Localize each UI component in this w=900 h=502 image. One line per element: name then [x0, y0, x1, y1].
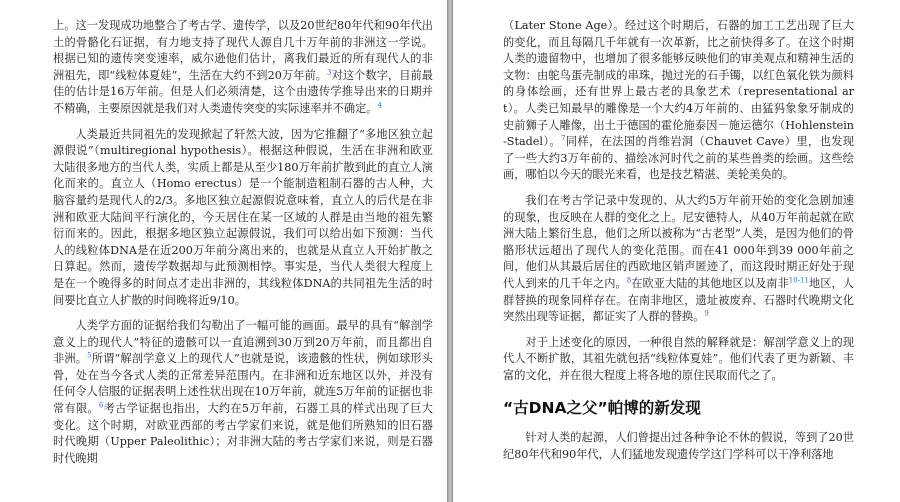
footnote-marker[interactable]: 6 — [99, 401, 104, 410]
left-page — [0, 0, 447, 502]
footnote-marker[interactable]: 5 — [87, 351, 92, 360]
right-page-body — [503, 18, 854, 384]
footnote-marker[interactable]: 7 — [561, 134, 566, 143]
body-paragraph — [53, 318, 433, 467]
right-page-body-continued — [503, 430, 854, 463]
paragraph-text: （Later Stone Age）。经过这个时期后，石器的加工工艺出现了巨大的变化，而且每隔几千年就有一次革新，比之前快得多了。在这个时期人类的遗留物中，也增加了很多能够反映他们的审美观点和精神生活的文物：由鸵鸟蛋壳制成的串珠，抛过光的石手镯，以红色氧化铁为颜料的身体绘画，还有世界上最古老的具象艺术（representational art）。人类已知最早的雕像是一个大约4万年前的、由猛犸象象牙制成的史前狮子人雕像，出土于德国的霍伦施泰因－施运德尔（Hohlenstein-Stadel）。 — [503, 19, 854, 149]
footnote-marker[interactable]: 4 — [377, 101, 382, 110]
paragraph-text: 上。这一发现成功地整合了考古学、遗传学，以及20世纪80年代和90年代出土的骨骼化石证据，有力地支持了现代人源自几十万年前的非洲这一学说。根据已知的遗传突变速率，威尔逊他们估计，离我们最近的所有现代人的非洲祖先，即“线粒体夏娃”，生活在大约不到20万年前。 — [53, 19, 433, 82]
footnote-marker[interactable]: 3 — [327, 68, 332, 77]
footnote-marker[interactable]: 10-11 — [788, 276, 809, 285]
body-paragraph — [503, 193, 854, 326]
body-paragraph — [53, 127, 433, 310]
body-paragraph — [53, 18, 433, 118]
right-page — [453, 0, 900, 502]
paragraph-text: 我们在考古学记录中发现的、从大约5万年前开始的变化急剧加速的现象，也反映在人群的变化之上。尼安德特人，从40万年前起就在欧洲大陆上繁衍生息，他们之所以被称为“古老型”人类，是因为他们的骨骼形状远超出了现代人的变化范围。而在41 000年到39 000年前之间，他们从其最后居住的西欧地区销声匿迹了，而这段时期正好处于现代人到来的几千年之内。 — [503, 193, 854, 290]
paragraph-text: 在欧亚大陆的其他地区以及南非 — [631, 276, 789, 290]
body-paragraph — [503, 335, 854, 385]
left-page-body — [53, 18, 433, 467]
paragraph-text: 所谓“解剖学意义上的现代人”也就是说，该遗骸的性状，例如球形头骨，处在当今各式人类的正常差异范围内。在非洲和近东地区以外，并没有任何令人信服的证据表明上述性状出现在10万年前，就连5万年前的证据也非常有限。 — [53, 352, 433, 416]
paragraph-text: 人类最近共同祖先的发现掀起了轩然大波，因为它推翻了“多地区独立起源假说”（multiregional hypothesis）。根据这种假说，生活在非洲和欧亚大陆很多地方的当代人类，实质上都是从至少180万年前扩散到此的直立人演化而来的。直立人（Homo erectus）是一个能制造粗制石器的古人种，大脑容量约是现代人的2/3。多地区独立起源假说意味着，直立人的后代是在非洲和欧亚大陆间平行演化的，今天居住在某一区域的人群是由当地的祖先繁衍而来的。因此，根据多地区独立起源假说，我们可以给出如下预测：当代人的线粒体DNA是在近200万年前分离出来的，也就是从直立人开始扩散之日算起。然而，遗传学数据却与此预测相悖。事实是，当代人类很大程度上是在一个晚得多的时间点才走出非洲的，其线粒体DNA的共同祖先生活的时间要比直立人扩散的时间晚将近9/10。 — [53, 127, 433, 307]
body-paragraph — [503, 18, 854, 184]
section-heading: “古DNA之父”帕博的新发现 — [503, 399, 701, 418]
body-paragraph — [503, 430, 854, 463]
paragraph-text: 对于上述变化的原因，一种很自然的解释就是：解剖学意义上的现代人不断扩散，其祖先就包括“线粒体夏娃”。他们代表了更为新颖、丰富的文化，并在很大程度上将各地的原住民取而代之了。 — [503, 335, 854, 382]
paragraph-text: 地区，人群替换的现象同样存在。在南非地区，遗址被废弃、石器时代晚期文化突然出现等证据，都证实了人群的替换。 — [503, 276, 854, 324]
paragraph-text: 考古学证据也指出，大约在5万年前，石器工具的样式出现了巨大变化。这个时期，对欧亚西部的考古学家们来说，就是他们所熟知的旧石器时代晚期（Upper Paleolithic）；对非洲大陆的考古学家们来说，则是石器时代晚期 — [53, 402, 433, 465]
footnote-marker[interactable]: 9 — [704, 309, 709, 318]
paragraph-text: 人类学方面的证据给我们勾勒出了一幅可能的画面。最早的具有“解剖学意义上的现代人”特征的遗骸可以一直追溯到30万到20万年前，而且都出自非洲。 — [53, 319, 433, 366]
paragraph-text: 针对人类的起源，人们曾提出过各种争论不休的假说，等到了20世纪80年代和90年代，人们猛地发现遗传学这门学科可以干净利落地 — [503, 431, 854, 462]
paragraph-text: 对这个数字，目前最佳的估计是16万年前。但是人们必须清楚，这个由遗传学推导出来的日期并不精确，主要原因就是我们对人类遗传突变的实际速率并不确定。 — [53, 68, 433, 115]
paragraph-text: 同样，在法国的肖维岩洞（Chauvet Cave）里，也发现了一些大约3万年前的、描绘冰河时代之前的某些兽类的绘画。这些绘画，哪怕以今天的眼光来看，也是技艺精湛、美轮美奂的。 — [503, 135, 854, 182]
footnote-marker[interactable]: 8 — [626, 276, 632, 285]
